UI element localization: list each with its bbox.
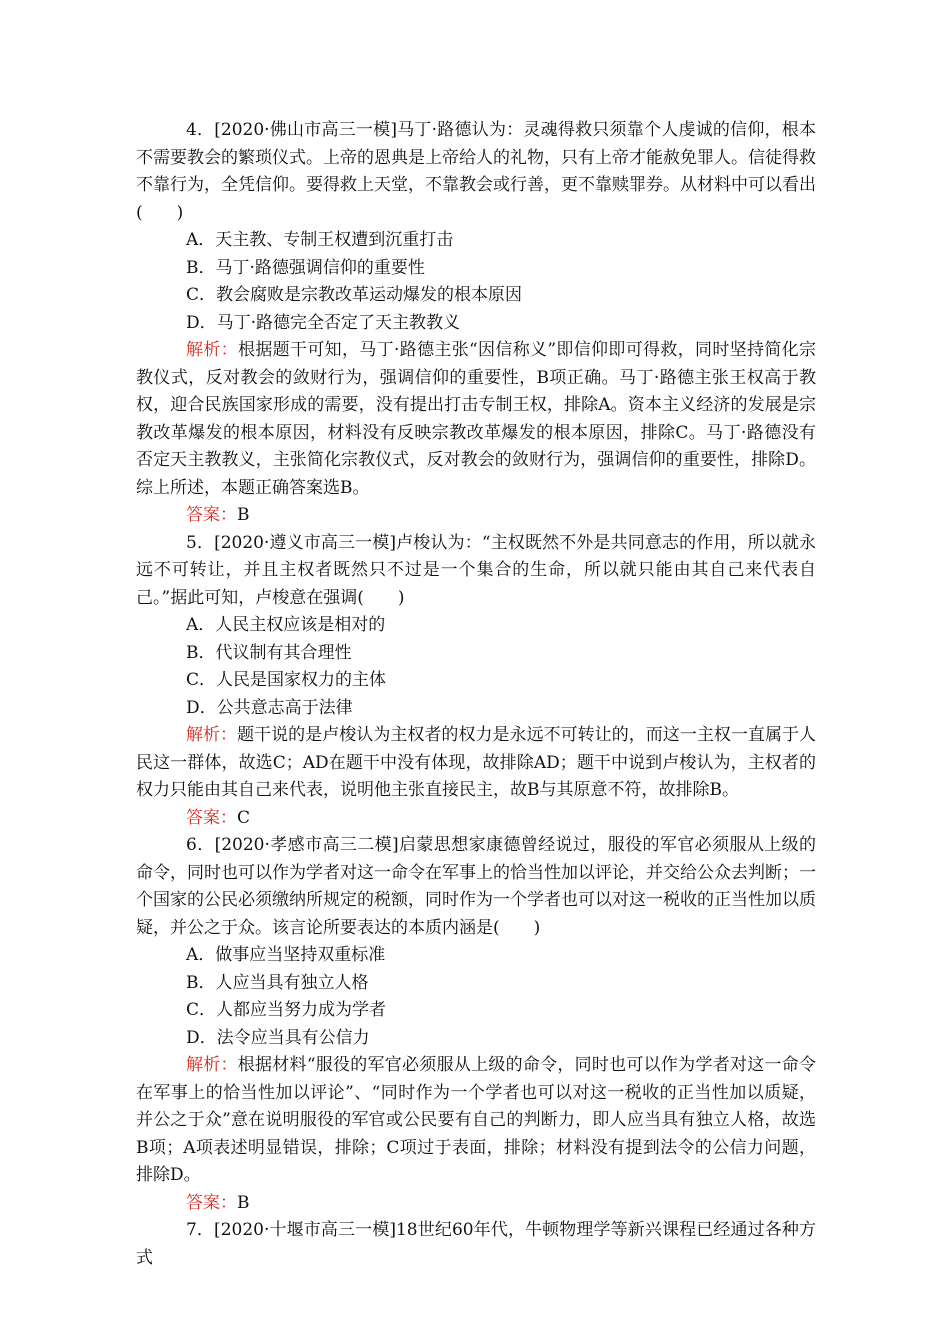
answer-value: B <box>237 1192 250 1213</box>
question-4-option-b: B．马丁·路德强调信仰的重要性 <box>186 257 425 278</box>
question-5-option-d: D．公共意志高于法律 <box>186 697 353 718</box>
question-7-stem: 7．[2020·十堰市高三一模]18世纪60年代，牛顿物理学等新兴课程已经通过各种方式 <box>136 1220 816 1268</box>
question-5-answer <box>136 805 816 833</box>
analysis-label: 解析： <box>186 1055 238 1075</box>
analysis-label: 解析： <box>186 340 238 360</box>
question-5-option-a: A．人民主权应该是相对的 <box>186 615 386 635</box>
question-5-analysis <box>136 722 816 805</box>
analysis-text: 题干说的是卢梭认为主权者的权力是永远不可转让的，而这一主权一直属于人民这一群体，故选C；AD在题干中没有体现，故排除AD；题干中说到卢梭认为，主权者的权力只能由其自己来代表，说明他主张直接民主，故B与其原意不符，故排除B。 <box>136 725 817 800</box>
question-5-option-c: C．人民是国家权力的主体 <box>186 670 387 690</box>
answer-label: 答案： <box>186 505 237 525</box>
question-4-stem: 4．[2020·佛山市高三一模]马丁·路德认为：灵魂得救只须靠个人虔诚的信仰，根本不需要教会的繁琐仪式。上帝的恩典是上帝给人的礼物，只有上帝才能赦免罪人。信徒得救不靠行为，全凭信仰。要得救上天堂，不靠教会或行善，更不靠赎罪券。从材料中可以看出( ) <box>136 120 816 223</box>
question-4-option-c: C．教会腐败是宗教改革运动爆发的根本原因 <box>186 285 523 305</box>
analysis-label: 解析： <box>186 725 238 745</box>
question-4-option-a: A．天主教、专制王权遭到沉重打击 <box>186 230 454 250</box>
question-6-option-b: B．人应当具有独立人格 <box>186 972 369 993</box>
question-content <box>136 117 816 1272</box>
question-6-option-a: A．做事应当坚持双重标准 <box>186 945 386 965</box>
question-6-option-d: D．法令应当具有公信力 <box>186 1027 370 1048</box>
question-5-option-b: B．代议制有其合理性 <box>186 642 352 663</box>
question-4-option-d: D．马丁·路德完全否定了天主教教义 <box>186 312 461 333</box>
answer-value: B <box>237 505 250 525</box>
answer-label: 答案： <box>186 1192 237 1213</box>
analysis-text: 根据材料“服役的军官必须服从上级的命令，同时也可以作为学者对这一命令在军事上的恰当性加以评论”、“同时作为一个学者也可以对这一税收的正当性加以质疑，并公之于众”意在说明服役的军官或公民要有自己的判断力，即人应当具有独立人格，故选B项；A项表述明显错误，排除；C项过于表面，排除；材料没有提到法令的公信力问题，排除D。 <box>136 1055 816 1185</box>
analysis-text: 根据题干可知，马丁·路德主张“因信称义”即信仰即可得救，同时坚持简化宗教仪式，反对教会的敛财行为，强调信仰的重要性，B项正确。马丁·路德主张王权高于教权，迎合民族国家形成的需要，没有提出打击专制王权，排除A。资本主义经济的发展是宗教改革爆发的根本原因，材料没有反映宗教改革爆发的根本原因，排除C。马丁·路德没有否定天主教教义，主张简化宗教仪式，反对教会的敛财行为，强调信仰的重要性，排除D。综上所述，本题正确答案选B。 <box>136 340 816 498</box>
question-5-stem: 5．[2020·遵义市高三一模]卢梭认为：“主权既然不外是共同意志的作用，所以就永远不可转让，并且主权者既然只不过是一个集合的生命，所以就只能由其自己来代表自己。”据此可知，卢梭意在强调( ) <box>136 532 816 608</box>
question-4-analysis <box>136 337 816 502</box>
question-6-answer <box>136 1190 816 1218</box>
question-6-stem: 6．[2020·孝感市高三二模]启蒙思想家康德曾经说过，服役的军官必须服从上级的命令，同时也可以作为学者对这一命令在军事上的恰当性加以评论，并交给公众去判断；一个国家的公民必须缴纳所规定的税额，同时作为一个学者也可以对这一税收的正当性加以质疑，并公之于众。该言论所要表达的本质内涵是( ) <box>136 835 816 938</box>
question-6-analysis <box>136 1052 816 1190</box>
question-4-answer <box>136 502 816 530</box>
answer-value: C <box>237 807 251 828</box>
question-6-option-c: C．人都应当努力成为学者 <box>186 1000 387 1020</box>
answer-label: 答案： <box>186 807 237 828</box>
